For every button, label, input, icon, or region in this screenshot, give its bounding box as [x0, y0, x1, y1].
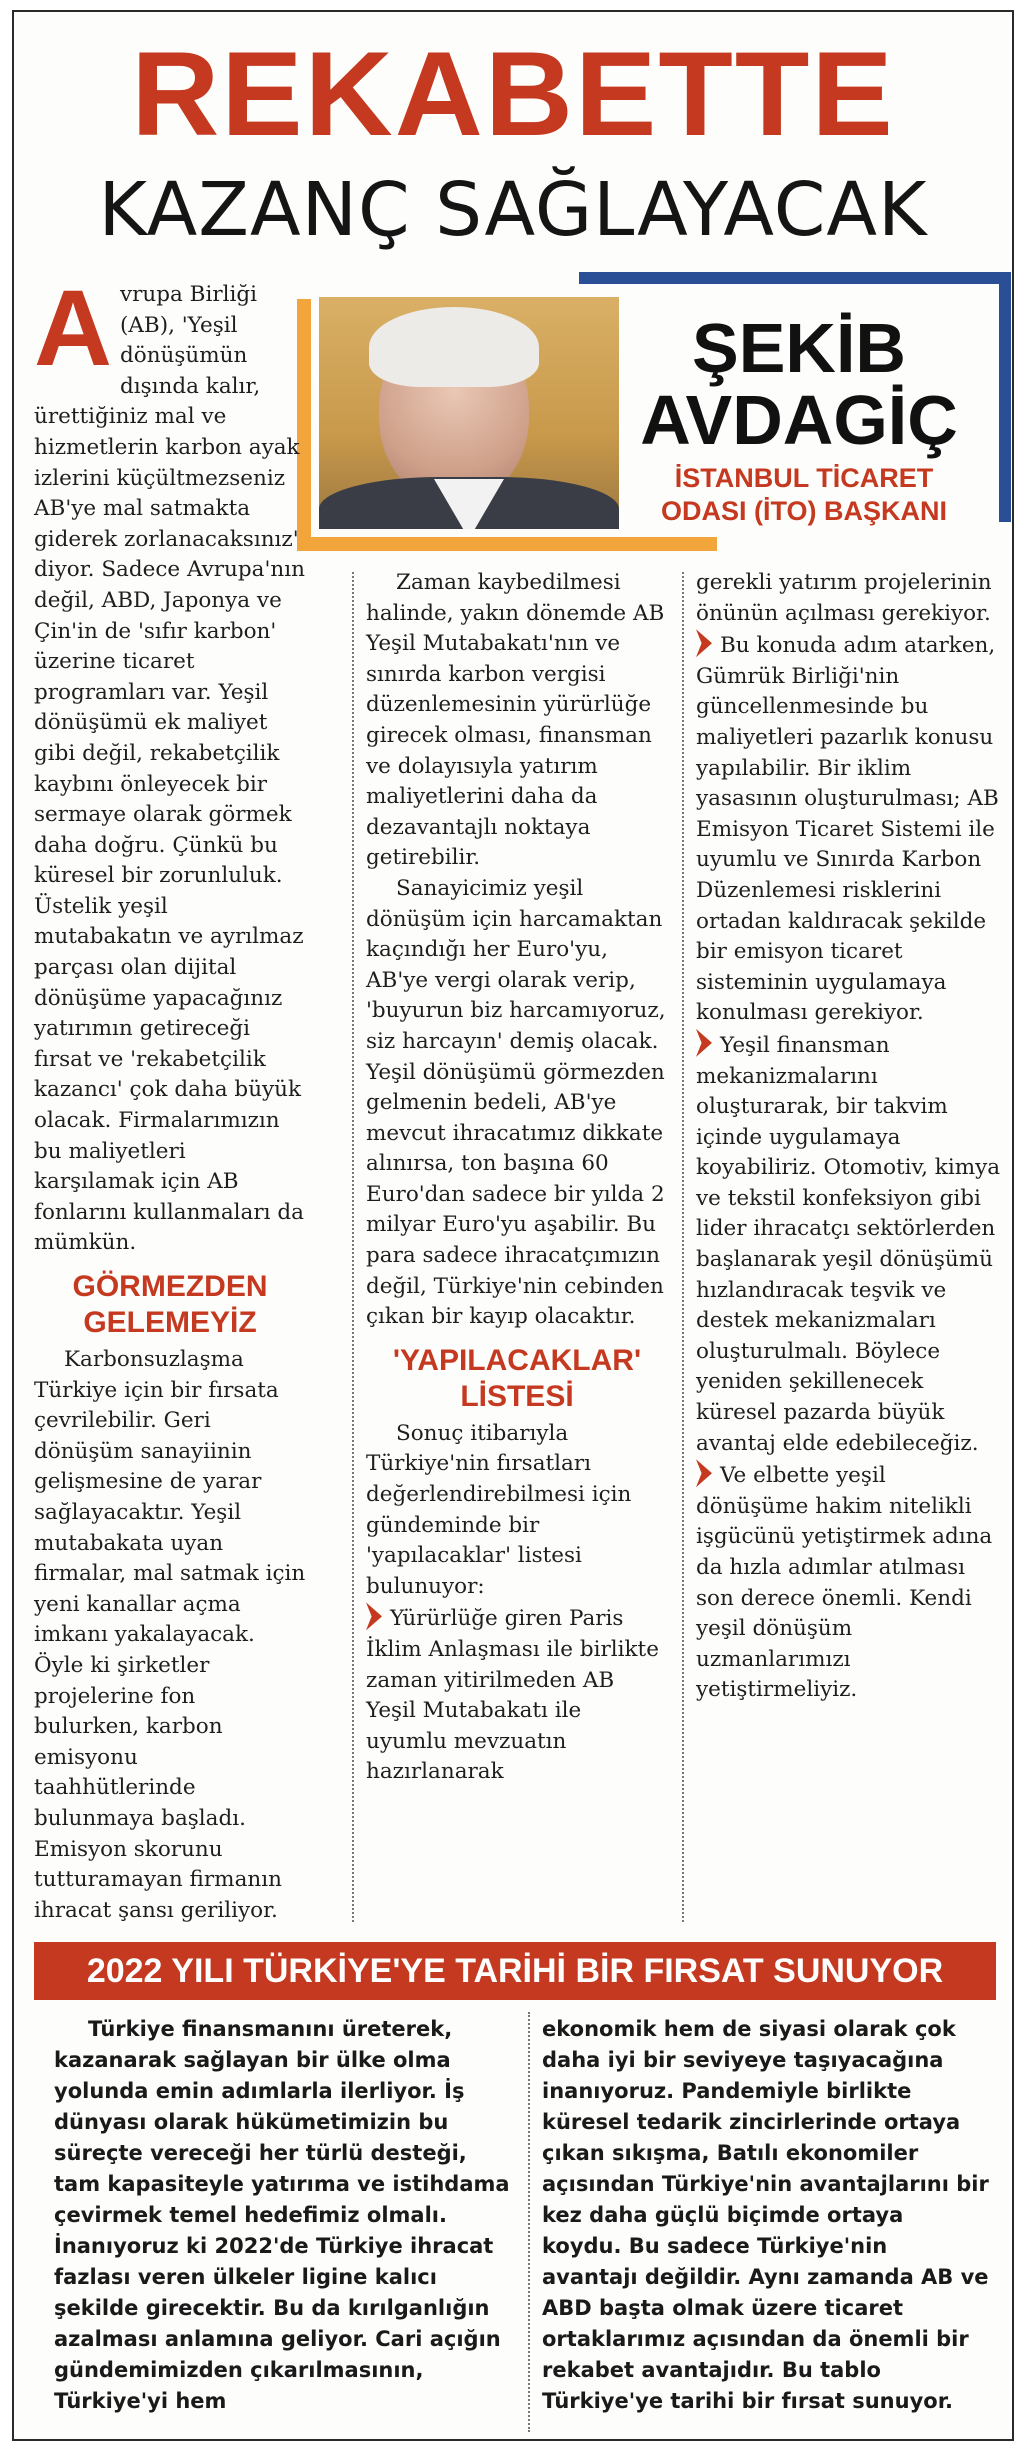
decorative-orange-bar-bottom [297, 537, 717, 551]
speaker-name-line2: AVDAGİÇ [640, 381, 958, 459]
speaker-portrait [319, 297, 619, 529]
newspaper-page [12, 10, 1014, 2441]
bullet-arrow-icon [696, 1029, 712, 1057]
speaker-role-line1: İSTANBUL TİCARET [674, 463, 934, 493]
speaker-role [639, 462, 969, 528]
bullet-arrow-icon [366, 1602, 382, 1630]
bottom-right-text: ekonomik hem de siyasi olarak çok daha iyi bir seviyeye taşıyacağına inanıyoruz. Pandemiyle birlikte küresel tedarik zincirlerinde ortaya çıkan sıkışma, Batılı ekonomiler açısından Türkiye'nin avantajlarını bir kez daha güçlü biçimde ortaya koydu. Bu sadece Türkiye'nin avantajı değildir. Aynı zamanda AB ve ABD başta olmak üzere ticaret ortaklarımız açısından da önemli bir rekabet avantajıdır. Bu tablo Türkiye'ye tarihi bir fırsat sunuyor. [542, 2017, 989, 2413]
col3-bullet4: Ve elbette yeşil dönüşüme hakim nitelikli işgücünü yetiştirmek adına da hızla adımlar atılması son derece önemli. Kendi yeşil dönüşüm uzmanlarımızı yetiştirmeliyiz. [696, 1459, 1002, 1706]
bullet-arrow-icon [696, 1459, 712, 1487]
col2-para1: Zaman kaybedilmesi halinde, yakın dönemde AB Yeşil Mutabakatı'nın ve sınırda karbon vergisi düzenlemesinin yürürlüğe girecek olması, finansman ve dolayısıyla yatırım maliyetlerini daha da dezavantajlı noktaya getirebilir. [366, 570, 665, 871]
col1-subheading: GÖRMEZDEN GELEMEYİZ [72, 1270, 268, 1339]
decorative-blue-bar [579, 272, 1011, 284]
bottom-left-column [54, 2014, 514, 2434]
column-divider-1 [352, 572, 354, 1922]
speaker-name-line1: ŞEKİB [692, 309, 906, 387]
col2-subheading: 'YAPILACAKLAR' LİSTESİ [392, 1343, 642, 1413]
col1-para2: Karbonsuzlaşma Türkiye için bir fırsata çevrilebilir. Geri dönüşüm sanayiinin gelişmesine de yarar sağlayacaktır. Yeşil mutabakata uyan firmalar, mal satmak için yeni kanallar açma imkanı yakalayacak. Öyle ki şirketler projelerine fon bulurken, karbon emisyonu taahhütlerinde bulunmaya başladı. Emisyon skorunu tutturamayan firmanın ihracat şansı geriliyor. [34, 1347, 306, 1923]
column-divider-2 [682, 572, 684, 1922]
bottom-banner: 2022 YILI TÜRKİYE'YE TARİHİ BİR FIRSAT SUNUYOR [34, 1942, 996, 2000]
bullet-arrow-icon [696, 629, 712, 657]
col3-bullet3: Yeşil finansman mekanizmalarını oluşturarak, bir takvim içinde uygulamaya koyabiliriz. Otomotiv, kimya ve tekstil konfeksiyon gibi lider ihracatçı sektörlerden başlanarak yeşil dönüşümü hızlandıracak teşvik ve destek mekanizmaları oluşturulmalı. Böylece yeniden şekillenecek küresel pazarda büyük avantaj elde edebileceğiz. [696, 1029, 1002, 1459]
speaker-name [634, 309, 964, 459]
bottom-divider [528, 2012, 530, 2432]
speaker-role-line2: ODASI (İTO) BAŞKANI [660, 496, 947, 526]
col1-para1: Avrupa Birliği (AB), 'Yeşil dönüşümün dışında kalır, ürettiğiniz mal ve hizmetlerin karbon ayak izlerini küçültmezseniz AB'ye mal satmakta giderek zorlanacaksınız' diyor. Sadece Avrupa'nın değil, ABD, Japonya ve Çin'in de 'sıfır karbon' üzerine ticaret programları var. Yeşil dönüşümü ek maliyet gibi değil, rekabetçilik kaybını önleyecek bir sermaye olarak görmek daha doğru. Çünkü bu küresel bir zorunluluk. Üstelik yeşil mutabakatın ve ayrılmaz parçası olan dijital dönüşüme yapacağınız yatırımın getireceği fırsat ve 'rekabetçilik kazancı' çok daha büyük olacak. Firmalarımızın bu maliyetleri karşılamak için AB fonlarını kullanmaları da mümkün. [34, 267, 305, 1256]
col2-para3: Sonuç itibarıyla Türkiye'nin fırsatları değerlendirebilmesi için gündeminde bir 'yapılacaklar' listesi bulunuyor: [366, 1420, 632, 1599]
bottom-left-text: Türkiye finansmanını üreterek, kazanarak sağlayan bir ülke olma yolunda emin adımlarla ilerliyor. İş dünyası olarak hükümetimizin bu süreçte vereceği her türlü desteği, tam kapasiteyle yatırıma ve istihdama çevirmek temel hedefimiz olmalı. İnanıyoruz ki 2022'de Türkiye ihracat fazlası veren ülkeler ligine kalıcı şekilde girecektir. Bu da kırılganlığın azalması anlamına geliyor. Cari açığın gündemimizden çıkarılmasının, Türkiye'yi hem [54, 2017, 510, 2413]
subheadline: KAZANÇ SAĞLAYACAK [98, 167, 928, 253]
column-1 [34, 267, 306, 1923]
col3-bullet2: Bu konuda adım atarken, Gümrük Birliği'nin güncellenmesinde bu maliyetleri pazarlık konusu yapılabilir. Bir iklim yasasının oluşturulması; AB Emisyon Ticaret Sistemi ile uyumlu ve Sınırda Karbon Düzenlemesi risklerini ortadan kaldıracak şekilde bir emisyon ticaret sisteminin uygulamaya konulması gerekiyor. [696, 629, 1002, 1029]
decorative-blue-bar-vertical [999, 272, 1011, 522]
col2-para2: Sanayicimiz yeşil dönüşüm için harcamaktan kaçındığı her Euro'yu, AB'ye vergi olarak verip, 'buyurun biz harcamıyoruz, siz harcayın' demiş olacak. Yeşil dönüşümü görmezden gelmenin bedeli, AB'ye mevcut ihracatımız dikkate alınırsa, ton başına 60 Euro'dan sadece bir yılda 2 milyar Euro'yu aşabilir. Bu para sadece ihracatçımızın değil, Türkiye'nin cebinden çıkan bir kayıp olacaktır. [366, 875, 666, 1330]
column-3 [696, 568, 1002, 1928]
dropcap: A [34, 267, 112, 388]
bottom-right-column [542, 2014, 990, 2434]
col3-para1: gerekli yatırım projelerinin önünün açılması gerekiyor. [696, 570, 992, 626]
headline: REKABETTE [131, 27, 895, 161]
col2-bullet1: Yürürlüğe giren Paris İklim Anlaşması ile birlikte zaman yitirilmeden AB Yeşil Mutabakatı ile uyumlu mevzuatın hazırlanarak [366, 1602, 668, 1788]
column-2 [366, 568, 668, 1928]
portrait-hair [369, 307, 539, 387]
